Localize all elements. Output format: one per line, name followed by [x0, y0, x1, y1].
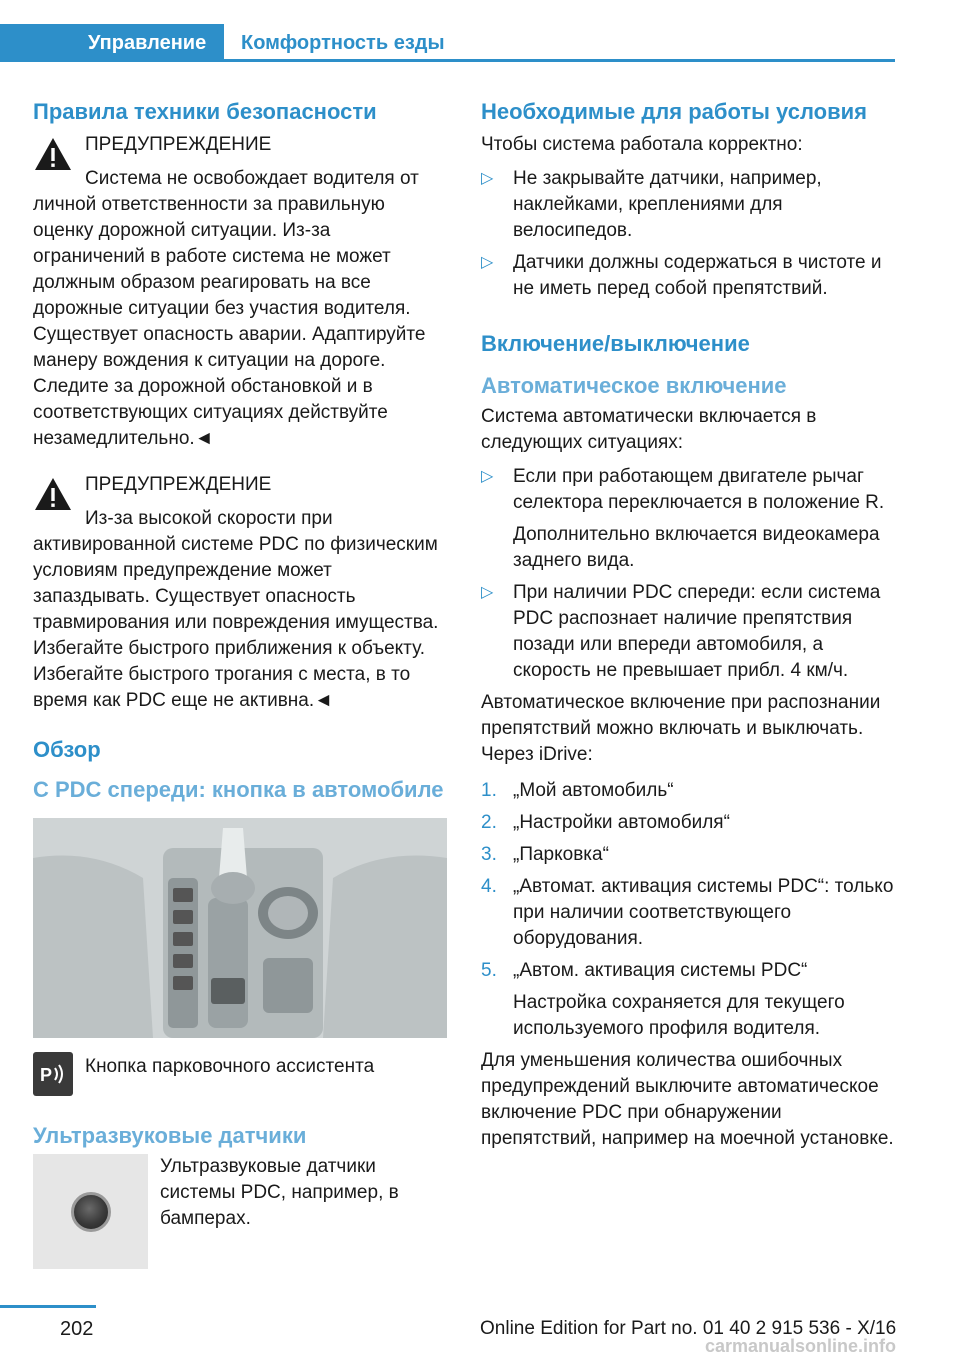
ultrasonic-sensor-image — [33, 1154, 148, 1269]
front-pdc-title: С PDC спереди: кнопка в автомобиле — [33, 777, 444, 802]
right-column — [481, 98, 895, 1152]
warning-text: Система не освобождает водителя от личной ответственности за правильную оценку дорожной ситуации. Из-за ограничений в работе система не может должным образом реагировать на все дорожные ситуации без участия водителя. Существует опасность аварии. Адаптируйте манеру вождения к ситуации на дороге. Следите за дорожной обстановкой и в соответствующих ситуациях действуйте незамедлительно.◄ — [33, 168, 426, 449]
header-underline — [224, 59, 895, 62]
parking-assistant-row — [33, 1052, 447, 1096]
conditions-bullet: ▷ Не закрывайте датчики, например, наклейками, креплениями для велосипедов. — [481, 168, 822, 241]
triangle-bullet-icon: ▷ — [481, 584, 494, 601]
overview-title: Обзор — [33, 737, 101, 762]
tab-driving-comfort[interactable]: Комфортность езды — [241, 32, 445, 54]
step-item: 4. „Автомат. активация системы PDC“: только при наличии соответствующего оборудования. — [481, 876, 894, 949]
conditions-bullet: ▷ Датчики должны содержаться в чистоте и не иметь перед собой препятствий. — [481, 252, 882, 299]
header-tabs — [0, 24, 895, 62]
conditions-title: Необходимые для работы условия — [481, 99, 867, 124]
warning-triangle-icon — [33, 476, 73, 512]
auto-bullet: ▷ При наличии PDC спереди: если система PDC распознает наличие препятствия позади или впереди автомобиля, а скорость не превышает прибл. 4 км/ч. — [481, 582, 881, 681]
safety-title: Правила техники безопасности — [33, 99, 377, 124]
parking-button-caption: Кнопка парковочного ассистента — [85, 1056, 375, 1077]
warning-label: ПРЕДУПРЕЖДЕНИЕ — [85, 134, 272, 155]
tab-control[interactable]: Управление — [0, 24, 224, 62]
warning-block-1 — [33, 132, 447, 452]
sensor-icon — [71, 1192, 111, 1232]
ultrasonic-text: Ультразвуковые датчики системы PDC, например, в бамперах. — [160, 1156, 399, 1229]
center-console-photo — [33, 818, 447, 1038]
step-item: 2. „Настройки автомобиля“ — [481, 812, 730, 833]
triangle-bullet-icon: ▷ — [481, 468, 494, 485]
ultrasonic-row — [33, 1154, 447, 1269]
auto-bullet-sub: Дополнительно включается видеокамера заднего вида. — [513, 524, 880, 571]
edition-text: Online Edition for Part no. 01 40 2 915 536 - X/16 — [480, 1318, 897, 1339]
warning-label: ПРЕДУПРЕЖДЕНИЕ — [85, 474, 272, 495]
svg-text:P: P — [40, 1065, 53, 1085]
warning-text: Из-за высокой скорости при активированной системе PDC по физическим условиям предупреждение может запаздывать. Существует опасность травмирования или повреждения имущества. Избегайте быстрого приближения к объекту. Избегайте быстрого трогания с места, в то время как PDC еще не активна.◄ — [33, 508, 439, 711]
ultrasonic-title: Ультразвуковые датчики — [33, 1123, 307, 1148]
center-console-illustration — [33, 818, 447, 1038]
auto-title: Автоматическое включение — [481, 373, 787, 398]
warning-block-2 — [33, 472, 447, 714]
step-sub: Настройка сохраняется для текущего используемого профиля водителя. — [513, 992, 845, 1039]
conditions-intro: Чтобы система работала корректно: — [481, 134, 803, 155]
step-item: 3. „Парковка“ — [481, 844, 609, 865]
left-column — [33, 98, 447, 1269]
final-text: Для уменьшения количества ошибочных предупреждений выключите автоматическое включение PDC при обнаружении препятствий, например на моечной установке. — [481, 1050, 894, 1149]
step-item: 1. „Мой автомобиль“ — [481, 780, 674, 801]
footer-accent-line — [0, 1305, 96, 1308]
triangle-bullet-icon: ▷ — [481, 170, 494, 187]
auto-obstacle-text: Автоматическое включение при распознании препятствий можно включать и выключать. Через iDrive: — [481, 692, 881, 765]
onoff-title: Включение/выключение — [481, 331, 750, 356]
auto-intro: Система автоматически включается в следующих ситуациях: — [481, 406, 817, 453]
parking-assistant-icon — [33, 1052, 73, 1096]
step-item: 5. „Автом. активация системы PDC“ — [481, 960, 808, 981]
triangle-bullet-icon: ▷ — [481, 254, 494, 271]
auto-bullet: ▷ Если при работающем двигателе рычаг селектора переключается в положение R. — [481, 466, 885, 513]
page-number: 202 — [60, 1318, 94, 1340]
warning-triangle-icon — [33, 136, 73, 172]
watermark: carmanualsonline.info — [705, 1336, 897, 1356]
